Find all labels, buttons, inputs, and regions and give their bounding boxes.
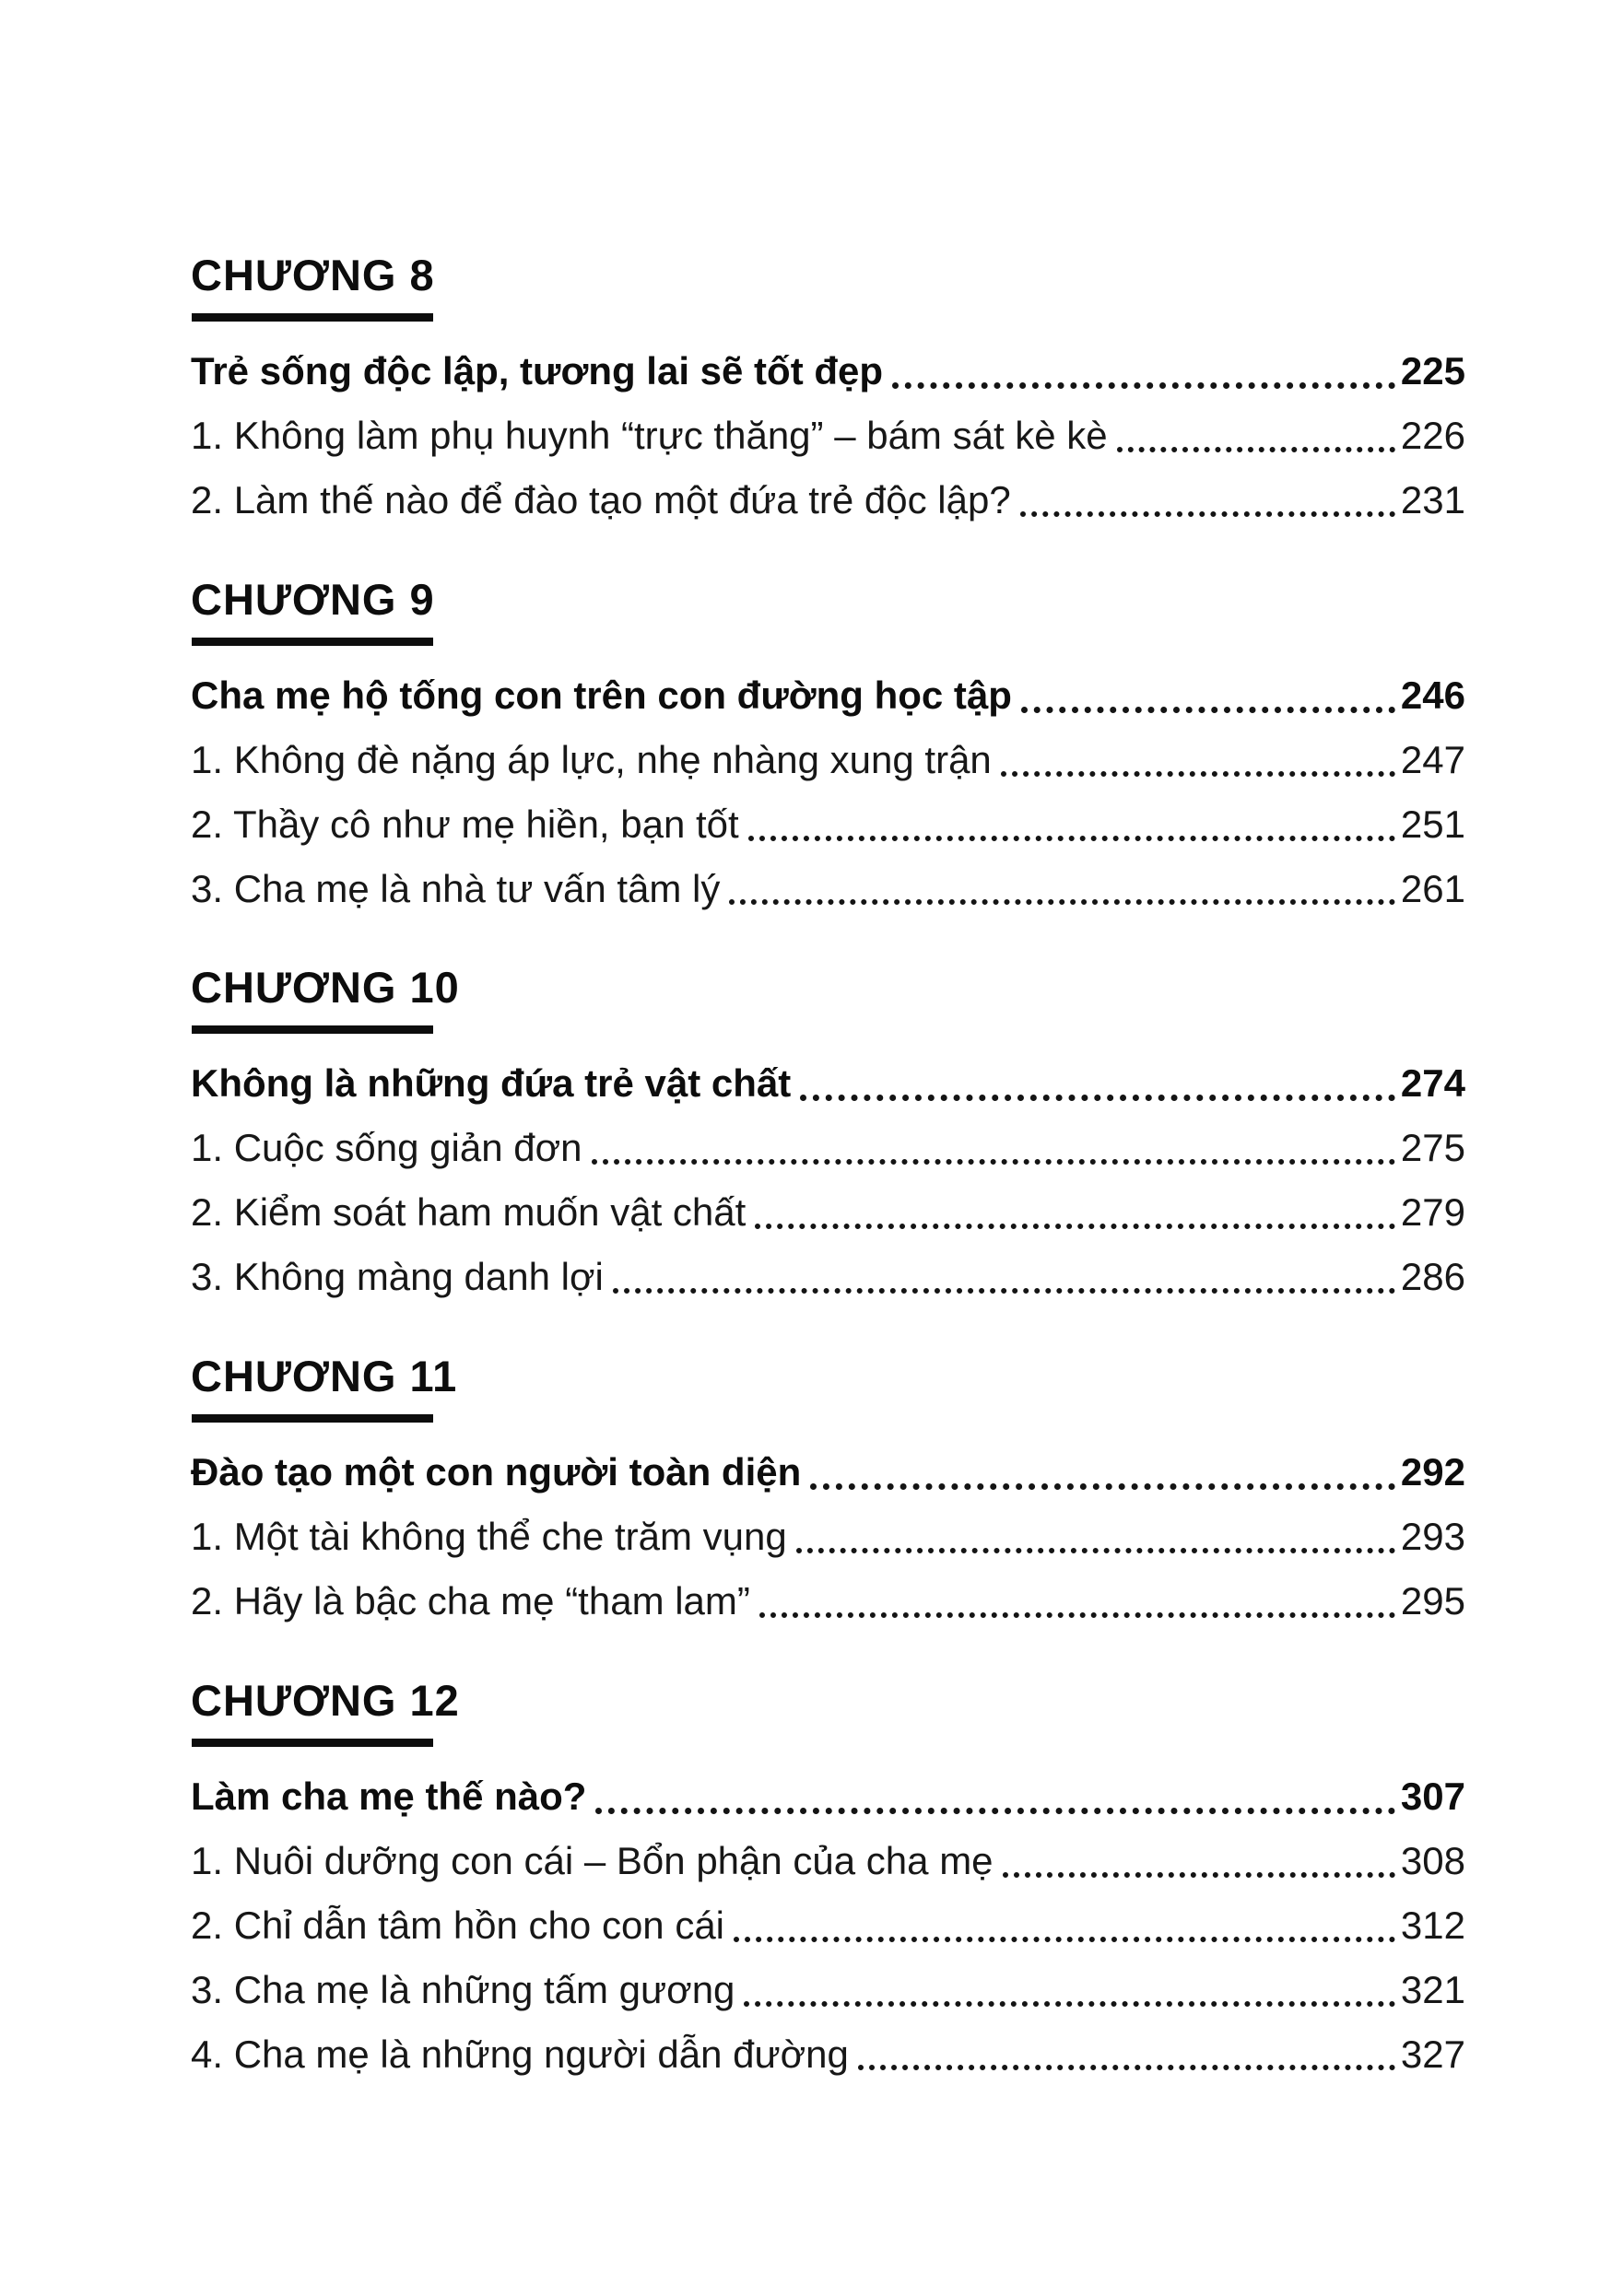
toc-entry-page: 327 bbox=[1400, 2032, 1465, 2076]
dot-leader bbox=[810, 1483, 1395, 1490]
chapter-block-10 bbox=[191, 963, 1465, 1302]
toc-chapter-title-row bbox=[191, 347, 1465, 396]
toc-entry-page: 312 bbox=[1400, 1903, 1465, 1947]
chapter-block-12 bbox=[191, 1676, 1465, 2079]
toc-entry-text: 4. Cha mẹ là những người dẫn đường bbox=[191, 2032, 849, 2076]
dot-leader bbox=[796, 1548, 1395, 1553]
toc-entry-text: 2. Chỉ dẫn tâm hồn cho con cái bbox=[191, 1903, 725, 1947]
dot-leader bbox=[1020, 511, 1395, 517]
dot-leader bbox=[734, 1937, 1395, 1942]
chapter-underline bbox=[192, 1739, 433, 1747]
chapter-heading: CHƯƠNG 10 bbox=[191, 963, 460, 1013]
toc-entry-page: 246 bbox=[1400, 673, 1465, 717]
chapter-heading: CHƯƠNG 9 bbox=[191, 574, 435, 624]
toc-entry-page: 286 bbox=[1400, 1255, 1465, 1299]
toc-entry-row bbox=[191, 1837, 1465, 1886]
toc-entry-text: 3. Cha mẹ là những tấm gương bbox=[191, 1967, 735, 2011]
dot-leader bbox=[595, 1808, 1394, 1814]
toc-entry-text: 3. Cha mẹ là nhà tư vấn tâm lý bbox=[191, 866, 721, 910]
toc-entry-row bbox=[191, 801, 1465, 849]
dot-leader bbox=[759, 1612, 1395, 1618]
toc-chapter-title-row bbox=[191, 672, 1465, 720]
chapter-block-9 bbox=[191, 575, 1465, 914]
toc-entry-row bbox=[191, 476, 1465, 525]
toc-entry-page: 226 bbox=[1400, 413, 1465, 457]
toc-entry-page: 279 bbox=[1400, 1190, 1465, 1235]
toc-entry-row bbox=[191, 1124, 1465, 1173]
toc-entry-text: 2. Hãy là bậc cha mẹ “tham lam” bbox=[191, 1578, 750, 1622]
toc-entry-text: 1. Nuôi dưỡng con cái – Bổn phận của cha mẹ bbox=[191, 1838, 994, 1882]
chapter-block-8 bbox=[191, 251, 1465, 525]
dot-leader bbox=[592, 1159, 1395, 1165]
dot-leader bbox=[755, 1224, 1395, 1229]
chapter-heading: CHƯƠNG 12 bbox=[191, 1675, 460, 1725]
toc-chapter-title-row bbox=[191, 1060, 1465, 1108]
toc-entry-text: 1. Không làm phụ huynh “trực thăng” – bám sát kè kè bbox=[191, 413, 1108, 457]
chapter-underline bbox=[192, 638, 433, 646]
toc-entry-row bbox=[191, 1966, 1465, 2015]
toc-entry-text: Cha mẹ hộ tống con trên con đường học tập bbox=[191, 673, 1012, 717]
chapter-block-11 bbox=[191, 1352, 1465, 1626]
toc-entry-text: Làm cha mẹ thế nào? bbox=[191, 1774, 587, 1818]
toc-entry-text: 1. Không đè nặng áp lực, nhẹ nhàng xung trận bbox=[191, 737, 992, 781]
toc-entry-row bbox=[191, 736, 1465, 785]
toc-entry-text: 1. Một tài không thể che trăm vụng bbox=[191, 1515, 787, 1559]
toc-entry-page: 225 bbox=[1400, 349, 1465, 393]
toc-entry-page: 308 bbox=[1400, 1838, 1465, 1882]
toc-entry-row bbox=[191, 1902, 1465, 1950]
table-of-contents bbox=[191, 251, 1465, 2094]
chapter-underline bbox=[192, 313, 433, 322]
toc-entry-row bbox=[191, 2031, 1465, 2079]
dot-leader bbox=[800, 1095, 1395, 1101]
toc-entry-row bbox=[191, 412, 1465, 461]
toc-entry-row bbox=[191, 1189, 1465, 1237]
dot-leader bbox=[729, 899, 1395, 905]
dot-leader bbox=[892, 382, 1395, 389]
toc-entry-row bbox=[191, 1513, 1465, 1562]
dot-leader bbox=[748, 836, 1395, 841]
toc-entry-page: 275 bbox=[1400, 1126, 1465, 1170]
toc-entry-row bbox=[191, 1577, 1465, 1626]
toc-entry-page: 292 bbox=[1400, 1450, 1465, 1494]
toc-entry-page: 231 bbox=[1400, 477, 1465, 521]
toc-entry-text: 2. Làm thế nào để đào tạo một đứa trẻ độc lập? bbox=[191, 477, 1011, 521]
toc-entry-text: Không là những đứa trẻ vật chất bbox=[191, 1061, 792, 1106]
dot-leader bbox=[1001, 771, 1395, 777]
toc-entry-page: 293 bbox=[1400, 1515, 1465, 1559]
dot-leader bbox=[744, 2001, 1395, 2007]
toc-chapter-title-row bbox=[191, 1448, 1465, 1497]
dot-leader bbox=[1003, 1872, 1395, 1878]
toc-entry-page: 251 bbox=[1400, 802, 1465, 846]
toc-entry-page: 307 bbox=[1400, 1774, 1465, 1818]
toc-entry-page: 247 bbox=[1400, 737, 1465, 781]
dot-leader bbox=[1117, 447, 1395, 452]
dot-leader bbox=[1021, 707, 1395, 713]
toc-chapter-title-row bbox=[191, 1773, 1465, 1822]
toc-entry-text: Đào tạo một con người toàn diện bbox=[191, 1450, 802, 1494]
dot-leader bbox=[613, 1288, 1395, 1294]
toc-entry-row bbox=[191, 865, 1465, 914]
dot-leader bbox=[858, 2065, 1395, 2070]
toc-entry-text: Trẻ sống độc lập, tương lai sẽ tốt đẹp bbox=[191, 349, 884, 393]
toc-entry-page: 274 bbox=[1400, 1061, 1465, 1106]
toc-entry-page: 261 bbox=[1400, 866, 1465, 910]
chapter-heading: CHƯƠNG 11 bbox=[191, 1352, 458, 1401]
toc-entry-text: 2. Thầy cô như mẹ hiền, bạn tốt bbox=[191, 802, 739, 846]
chapter-heading: CHƯƠNG 8 bbox=[191, 251, 435, 299]
toc-entry-page: 321 bbox=[1400, 1967, 1465, 2011]
toc-entry-text: 3. Không màng danh lợi bbox=[191, 1255, 604, 1299]
toc-entry-text: 1. Cuộc sống giản đơn bbox=[191, 1126, 582, 1170]
toc-entry-text: 2. Kiểm soát ham muốn vật chất bbox=[191, 1190, 747, 1235]
chapter-underline bbox=[192, 1025, 433, 1034]
toc-entry-page: 295 bbox=[1400, 1578, 1465, 1622]
chapter-underline bbox=[192, 1414, 433, 1423]
toc-entry-row bbox=[191, 1253, 1465, 1302]
